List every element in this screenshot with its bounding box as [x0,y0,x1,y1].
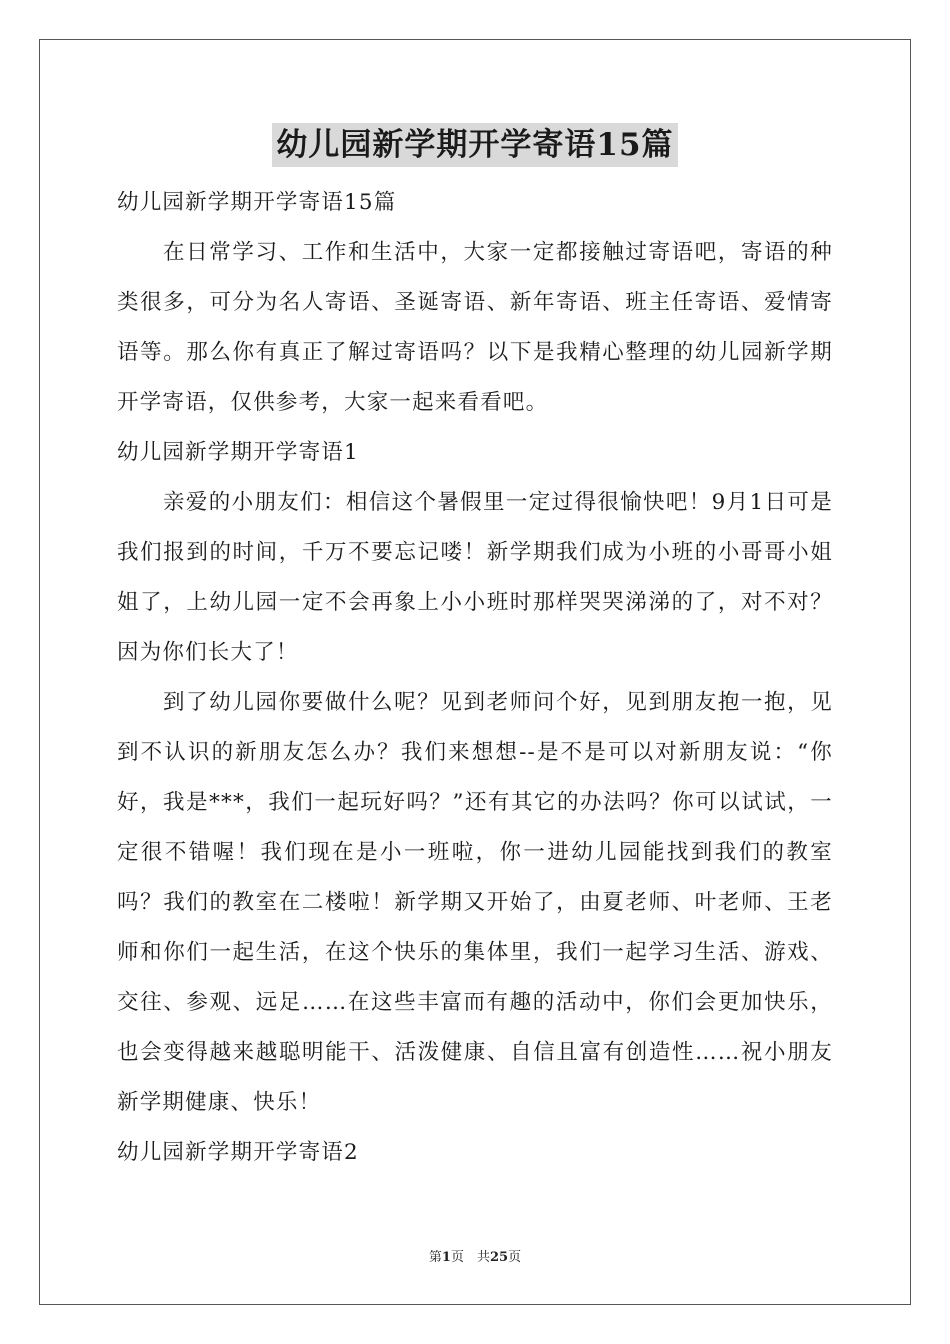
page-footer [0,1246,950,1265]
section-1-paragraph-1: 亲爱的小朋友们：相信这个暑假里一定过得很愉快吧！9月1日可是我们报到的时间，千万不要忘记喽！新学期我们成为小班的小哥哥小姐姐了，上幼儿园一定不会再象上小小班时那样哭哭涕涕的了，对不对？因为你们长大了！ [117,490,833,665]
section-1-paragraph-2: 到了幼儿园你要做什么呢？见到老师问个好，见到朋友抱一抱，见到不认识的新朋友怎么办？我们来想想--是不是可以对新朋友说：“你好，我是***，我们一起玩好吗？”还有其它的办法吗？你可以试试，一定很不错喔！我们现在是小一班啦，你一进幼儿园能找到我们的教室吗？我们的教室在二楼啦！新学期又开始了，由夏老师、叶老师、王老师和你们一起生活，在这个快乐的集体里，我们一起学习生活、游戏、交往、参观、远足……在这些丰富而有趣的活动中，你们会更加快乐，也会变得越来越聪明能干、活泼健康、自信且富有创造性……祝小朋友新学期健康、快乐！ [117,690,833,1115]
section-heading-2: 幼儿园新学期开学寄语2 [117,1140,359,1165]
footer-total-pages: 25 [489,1250,509,1265]
subtitle-line: 幼儿园新学期开学寄语15篇 [117,190,397,215]
section-heading-1: 幼儿园新学期开学寄语1 [117,440,359,465]
intro-paragraph: 在日常学习、工作和生活中，大家一定都接触过寄语吧，寄语的种类很多，可分为名人寄语、圣诞寄语、新年寄语、班主任寄语、爱情寄语等。那么你有真正了解过寄语吗？以下是我精心整理的幼儿园新学期开学寄语，仅供参考，大家一起来看看吧。 [117,240,833,415]
footer-page-number: 1 [441,1250,451,1265]
title-wrapper [0,123,950,167]
footer-prefix: 第 [428,1250,442,1265]
document-title: 幼儿园新学期开学寄语15篇 [272,123,677,167]
footer-suffix: 页 [508,1250,522,1265]
document-body [117,178,833,1178]
footer-mid: 页 共 [450,1250,490,1265]
